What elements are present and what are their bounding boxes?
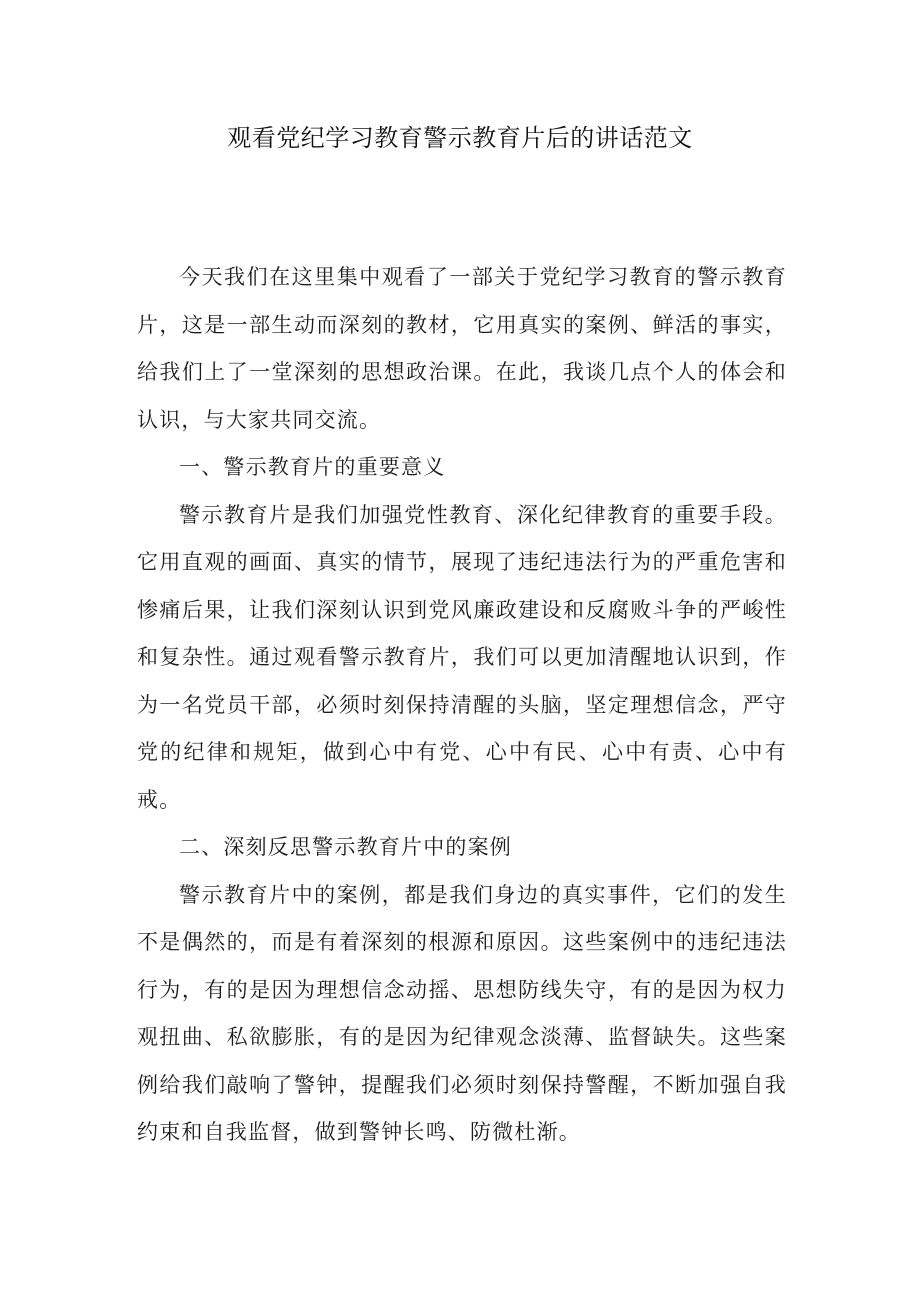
document-body: [137, 254, 787, 1157]
section-2-paragraph: 警示教育片中的案例，都是我们身边的真实事件，它们的发生不是偶然的，而是有着深刻的根源和原因。这些案例中的违纪违法行为，有的是因为理想信念动摇、思想防线失守，有的是因为权力观扭曲、私欲膨胀，有的是因为纪律观念淡薄、监督缺失。这些案例给我们敲响了警钟，提醒我们必须时刻保持警醒，不断加强自我约束和自我监督，做到警钟长鸣、防微杜渐。: [137, 882, 787, 1144]
intro-paragraph: 今天我们在这里集中观看了一部关于党纪学习教育的警示教育片，这是一部生动而深刻的教材，它用真实的案例、鲜活的事实，给我们上了一堂深刻的思想政治课。在此，我谈几点个人的体会和认识，与大家共同交流。: [137, 265, 787, 432]
document-title: 观看党纪学习教育警示教育片后的讲话范文: [227, 124, 693, 152]
section-heading-2: 二、深刻反思警示教育片中的案例: [179, 835, 512, 859]
section-1-paragraph: 警示教育片是我们加强党性教育、深化纪律教育的重要手段。它用直观的画面、真实的情节，展现了违纪违法行为的严重危害和惨痛后果，让我们深刻认识到党风廉政建设和反腐败斗争的严峻性和复杂性。通过观看警示教育片，我们可以更加清醒地认识到，作为一名党员干部，必须时刻保持清醒的头脑，坚定理想信念，严守党的纪律和规矩，做到心中有党、心中有民、心中有责、心中有戒。: [137, 502, 787, 812]
section-heading-1: 一、警示教育片的重要意义: [179, 455, 446, 479]
